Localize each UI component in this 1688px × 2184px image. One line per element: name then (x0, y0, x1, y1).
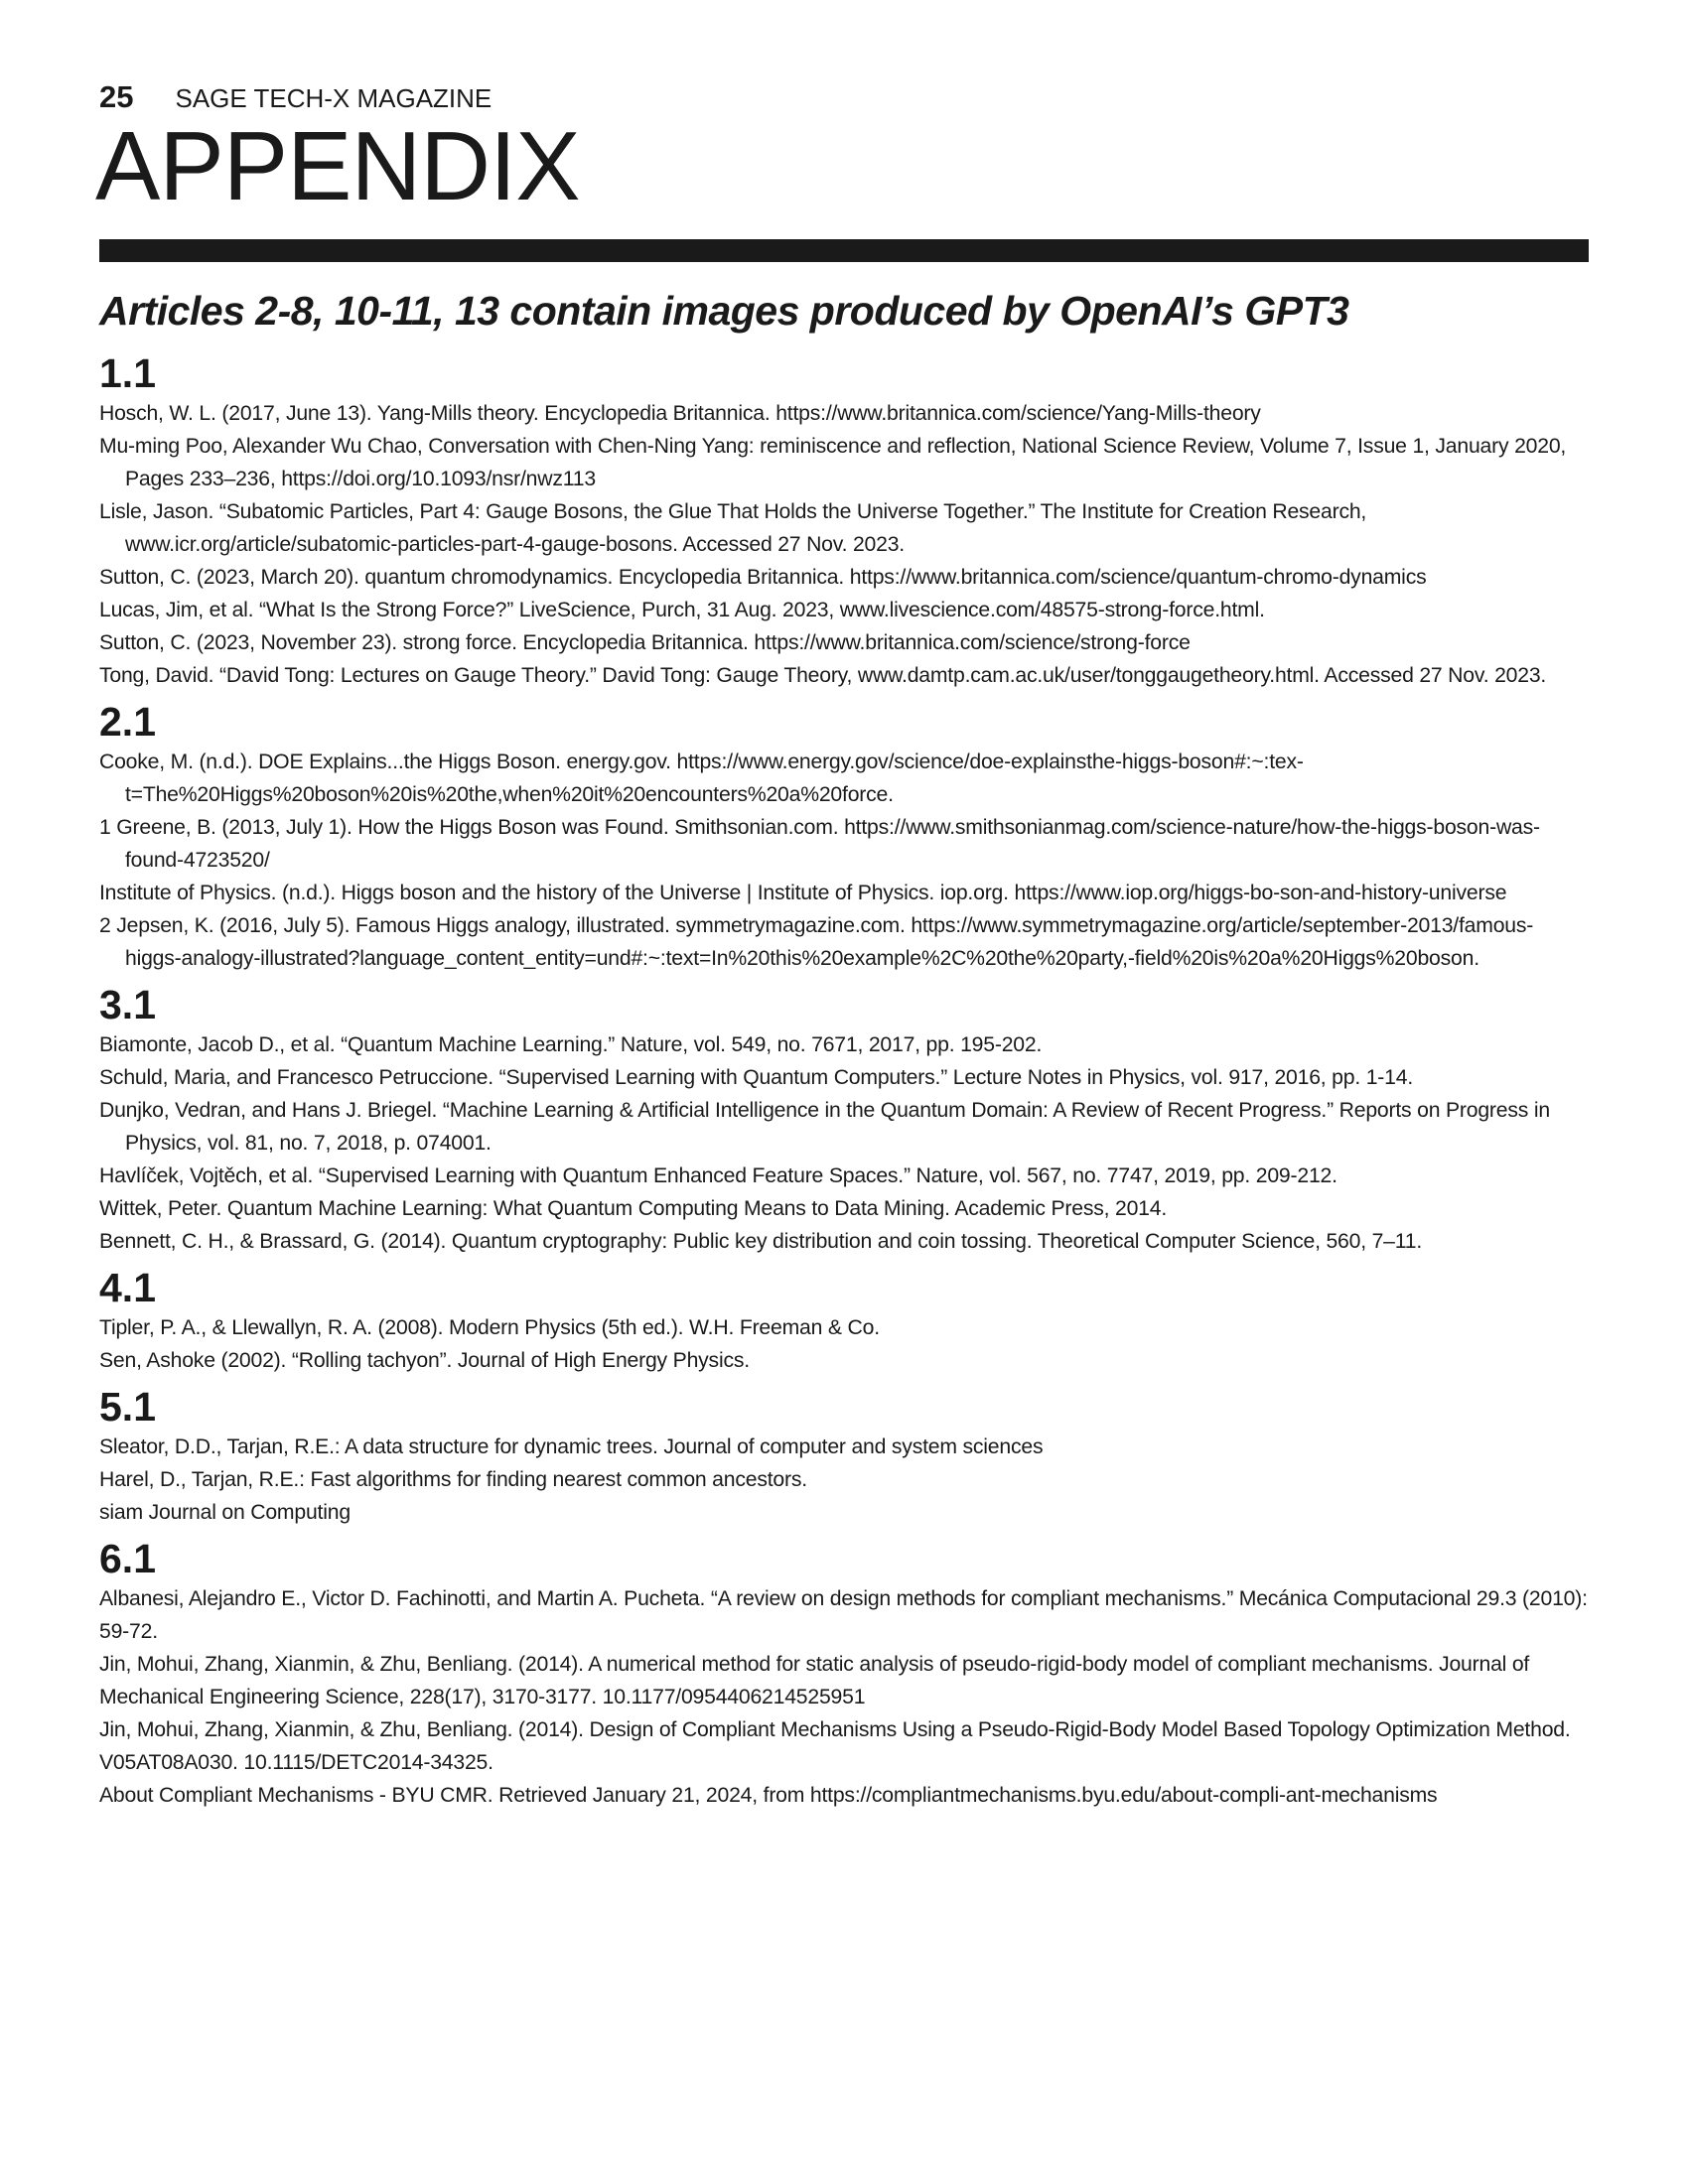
reference-entry: 2 Jepsen, K. (2016, July 5). Famous Higgs analogy, illustrated. symmetrymagazine.com. https://www.symmetrymagazine.org/article/september-2013/famous-higgs-analogy-illustrated?language_content_entity=und#:~:text=In%20this%20example%2C%20the%20party,-field%20is%20a%20Higgs%20boson. (99, 914, 1534, 970)
reference-entry: Tong, David. “David Tong: Lectures on Gauge Theory.” David Tong: Gauge Theory, www.damtp.cam.ac.uk/user/tonggaugetheory.html. Accessed 27 Nov. 2023. (99, 664, 1547, 687)
section-2-1 (99, 698, 1589, 975)
section-heading: 3.1 (99, 982, 156, 1027)
section-1-1 (99, 349, 1589, 692)
page-title: APPENDIX (95, 111, 580, 220)
magazine-name: SAGE TECH-X MAGAZINE (175, 83, 492, 113)
section-heading: 5.1 (99, 1384, 156, 1430)
reference-entry: Dunjko, Vedran, and Hans J. Briegel. “Machine Learning & Artificial Intelligence in the Quantum Domain: A Review of Recent Progress.” Reports on Progress in Physics, vol. 81, no. 7, 2018, p. 074001. (99, 1099, 1550, 1155)
reference-entry: Lucas, Jim, et al. “What Is the Strong Force?” LiveScience, Purch, 31 Aug. 2023, www.livescience.com/48575-strong-force.html. (99, 599, 1265, 621)
reference-entry: Hosch, W. L. (2017, June 13). Yang-Mills theory. Encyclopedia Britannica. https://www.britannica.com/science/Yang-Mills-theory (99, 402, 1261, 425)
reference-entry: Lisle, Jason. “Subatomic Particles, Part 4: Gauge Bosons, the Glue That Holds the Universe Together.” The Institute for Creation Research, www.icr.org/article/subatomic-particles-part-4-gauge-bosons. Accessed 27 Nov. 2023. (99, 500, 1367, 556)
reference-entry: Cooke, M. (n.d.). DOE Explains...the Higgs Boson. energy.gov. https://www.energy.gov/science/doe-explainsthe-higgs-boson#:~:tex-t=The%20Higgs%20boson%20is%20the,when%20it%20encounters%20a%20force. (99, 751, 1304, 806)
section-heading: 4.1 (99, 1265, 156, 1310)
reference-entry: Albanesi, Alejandro E., Victor D. Fachinotti, and Martin A. Pucheta. “A review on design methods for compliant mechanisms.” Mecánica Computacional 29.3 (2010): 59-72. (99, 1587, 1588, 1643)
reference-entry: Harel, D., Tarjan, R.E.: Fast algorithms for finding nearest common ancestors. (99, 1468, 807, 1491)
references-list (99, 349, 1589, 1812)
section-heading: 6.1 (99, 1536, 156, 1581)
title-divider (99, 239, 1589, 262)
reference-entry: About Compliant Mechanisms - BYU CMR. Retrieved January 21, 2024, from https://compliantmechanisms.byu.edu/about-compli-ant-mechanisms (99, 1784, 1438, 1807)
page-number: 25 (99, 79, 134, 114)
section-3-1 (99, 981, 1589, 1258)
reference-entry: Wittek, Peter. Quantum Machine Learning: What Quantum Computing Means to Data Mining. Academic Press, 2014. (99, 1197, 1168, 1220)
reference-entry: Tipler, P. A., & Llewallyn, R. A. (2008). Modern Physics (5th ed.). W.H. Freeman & Co. (99, 1316, 880, 1339)
reference-entry: Sutton, C. (2023, November 23). strong force. Encyclopedia Britannica. https://www.britannica.com/science/strong-force (99, 631, 1191, 654)
reference-entry: 1 Greene, B. (2013, July 1). How the Higgs Boson was Found. Smithsonian.com. https://www.smithsonianmag.com/science-nature/how-the-higgs-boson-was-found-4723520/ (99, 816, 1540, 872)
reference-entry: siam Journal on Computing (99, 1501, 351, 1524)
reference-entry: Institute of Physics. (n.d.). Higgs boson and the history of the Universe | Institute of Physics. iop.org. https://www.iop.org/higgs-bo-son-and-history-universe (99, 882, 1507, 904)
reference-entry: Sleator, D.D., Tarjan, R.E.: A data structure for dynamic trees. Journal of computer and system sciences (99, 1435, 1044, 1458)
page-header (99, 79, 492, 115)
reference-entry: Jin, Mohui, Zhang, Xianmin, & Zhu, Benliang. (2014). A numerical method for static analysis of pseudo-rigid-body model of compliant mechanisms. Journal of Mechanical Engineering Science, 228(17), 3170-3177. 10.1177/0954406214525951 (99, 1653, 1530, 1708)
reference-entry: Havlíček, Vojtěch, et al. “Supervised Learning with Quantum Enhanced Feature Spaces.” Nature, vol. 567, no. 7747, 2019, pp. 209-212. (99, 1164, 1337, 1187)
section-4-1 (99, 1264, 1589, 1377)
section-heading: 1.1 (99, 350, 156, 396)
section-6-1 (99, 1535, 1589, 1812)
reference-entry: Sutton, C. (2023, March 20). quantum chromodynamics. Encyclopedia Britannica. https://www.britannica.com/science/quantum-chromo-dynamics (99, 566, 1427, 589)
reference-entry: Sen, Ashoke (2002). “Rolling tachyon”. Journal of High Energy Physics. (99, 1349, 750, 1372)
reference-entry: Bennett, C. H., & Brassard, G. (2014). Quantum cryptography: Public key distribution and coin tossing. Theoretical Computer Science, 560, 7–11. (99, 1230, 1423, 1253)
section-heading: 2.1 (99, 699, 156, 745)
reference-entry: Mu-ming Poo, Alexander Wu Chao, Conversation with Chen-Ning Yang: reminiscence and reflection, National Science Review, Volume 7, Issue 1, January 2020, Pages 233–236, https://doi.org/10.1093/nsr/nwz113 (99, 435, 1567, 490)
image-credit-note: Articles 2-8, 10-11, 13 contain images produced by OpenAI’s GPT3 (99, 288, 1349, 334)
reference-entry: Schuld, Maria, and Francesco Petruccione. “Supervised Learning with Quantum Computers.” Lecture Notes in Physics, vol. 917, 2016, pp. 1-14. (99, 1066, 1414, 1089)
section-5-1 (99, 1383, 1589, 1529)
reference-entry: Biamonte, Jacob D., et al. “Quantum Machine Learning.” Nature, vol. 549, no. 7671, 2017, pp. 195-202. (99, 1033, 1043, 1056)
reference-entry: Jin, Mohui, Zhang, Xianmin, & Zhu, Benliang. (2014). Design of Compliant Mechanisms Using a Pseudo-Rigid-Body Model Based Topology Optimization Method. V05AT08A030. 10.1115/DETC2014-34325. (99, 1718, 1571, 1774)
